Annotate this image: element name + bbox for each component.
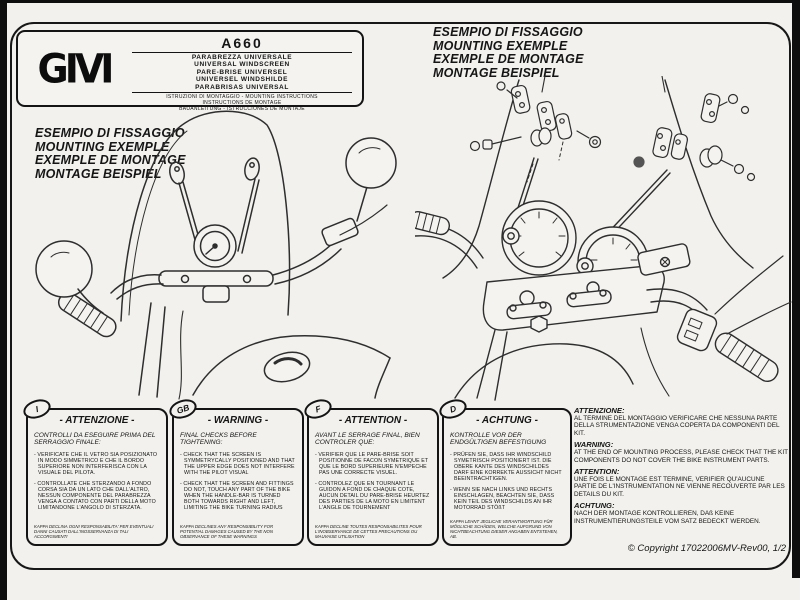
- country-badge-i: I: [21, 396, 53, 422]
- note-text-french: UNE FOIS LE MONTAGE EST TERMINE, VERIFIER QU'AUCUNE PARTIE DE L'INSTRUMENTATION NE VIENNE RECOUVERTE PAR LES DETAILS DU KIT.: [574, 476, 785, 498]
- warning-intro: FINAL CHECKS BEFORE TIGHTENING:: [180, 432, 257, 447]
- warning-item: - CONTROLLATE CHE STERZANDO A FONDO CORSA SIA DA UN LATO CHE DALL'ALTRO, NESSUN COMPONENTE DEL PARABREZZA VENGA A CONTATO CON PARTI DELLA MOTO LIMITANDONE L'ANGOLO DI STERZATA.: [34, 480, 156, 511]
- warning-title: - ATTENTION -: [338, 415, 408, 426]
- heading-line: EXEMPLE DE MONTAGE: [433, 52, 584, 66]
- header-title-block: [130, 32, 362, 112]
- scan-edge-right: [792, 0, 800, 578]
- product-names: [130, 54, 354, 91]
- model-number: A660: [221, 35, 263, 51]
- instruction-line: BAUANLEITUNG - ISTRUCCIONES DE MONTAJE: [179, 105, 305, 112]
- country-badge-f: F: [302, 396, 334, 422]
- note-title-german: ACHTUNG:: [574, 501, 615, 511]
- warning-title: - WARNING -: [207, 415, 269, 426]
- warning-title: - ACHTUNG -: [476, 415, 538, 426]
- heading-line: MOUNTING EXEMPLE: [433, 38, 568, 53]
- note-text-italian: AL TERMINE DEL MONTAGGIO VERIFICARE CHE NESSUNA PARTE DELLA STRUMENTAZIONE VENGA COPERTA DA COMPONENTI DEL KIT.: [574, 415, 780, 437]
- right-illustration-exploded-mounting: [415, 76, 793, 401]
- warning-disclaimer: KAPPA DECLINES ANY RESPONSIBILITY FOR POTENTIAL DAMAGES CAUSED BY THE NON OBSERVANCE OF THESE WARNINGS: [180, 524, 274, 540]
- warning-item: - VERIFICATE CHE IL VETRO SIA POSIZIONATO IN MODO SIMMETRICO E CHE IL BORDO SUPERIORE NON INTERFERISCA CON LA VISUALE DEL PILOTA.: [34, 451, 158, 476]
- warning-item: - CHECK THAT THE SCREEN IS SYMMETRYCALLY POSITIONED AND THAT THE UPPER EDGE DOES NOT INTERFERE WITH THE PILOT VISUAL: [180, 451, 295, 476]
- header-divider: [132, 52, 352, 53]
- heading-line: EXEMPLE DE MONTAGE: [35, 153, 186, 167]
- warning-box-german: [442, 403, 572, 546]
- note-text-english: AT THE END OF MOUNTING PROCESS, PLEASE CHECK THAT THE KIT COMPONENTS DO NOT COVER THE BIKE INSTRUMENT PARTS.: [574, 449, 788, 464]
- product-name-line: PARE-BRISE UNIVERSEL: [196, 68, 288, 76]
- header-box: [16, 30, 364, 112]
- warning-box-italian: [26, 403, 168, 546]
- heading-line: ESEMPIO DI FISSAGGIO: [35, 126, 185, 140]
- warning-box-english: [172, 402, 304, 546]
- country-badge-gb: GB: [167, 396, 199, 422]
- warning-title: - ATTENZIONE -: [59, 415, 135, 426]
- product-name-line: PARABRISAS UNIVERSAL: [195, 83, 289, 91]
- warning-item: - CONTROLEZ QUE EN TOURNANT LE GUIDON A FOND DE CHAQUE COTE, AUCUN DETAIL DU PARE-BRISE HEURTEZ DES PARTIES DE LA MOTO EN LIMITENT L'ANGLE DE TOURNEMENT: [315, 480, 430, 511]
- heading-line: ESEMPIO DI FISSAGGIO: [433, 25, 583, 39]
- warning-items: [180, 452, 297, 511]
- product-name-line: UNIVERSAL WINDSCREEN: [194, 61, 290, 69]
- scan-edge-left: [0, 0, 7, 600]
- mounting-example-heading-right: [433, 26, 584, 80]
- scan-edge-top: [0, 0, 800, 3]
- heading-line: MONTAGE BEISPIEL: [35, 166, 162, 181]
- warning-items: [450, 452, 565, 511]
- warning-item: - WENN SIE NACH LINKS UND RECHTS EINSCHLAGEN, BEACHTEN SIE, DASS KEIN TEIL DES WINDSCHILDS AN IHR MOTORRAD STÖßT: [450, 486, 555, 511]
- warning-item: - VERIFIER QUE LE PARE-BRISE SOIT POSITIONNE DE FACON SYMETRIQUE ET QUE LE BORD SUPERIEURE N'EMPECHE PAS UNE CORRECTE VISUEL.: [315, 451, 429, 476]
- givi-logo: [18, 32, 130, 105]
- product-name-line: PARABREZZA UNIVERSALE: [191, 54, 293, 61]
- copyright-line: © Copyright 17022006MV-Rev00, 1/2: [627, 543, 786, 554]
- warning-items: [315, 452, 432, 511]
- note-title-french: ATTENTION:: [574, 467, 620, 477]
- givi-logo-text: GIVI: [37, 45, 111, 92]
- warning-item: - CHECK THAT THE SCREEN AND FITTINGS DO NOT, TOUCH ANY PART OF THE BIKE WHEN THE HANDLE-BAR IS TURNED BOTH TOWARDS RIGHT AND LEFT, LIMITING THE BIKE TURNING RADIUS: [180, 480, 294, 511]
- note-text-german: NACH DER MONTAGE KONTROLLIEREN, DAß KEINE INSTRUMENTIERUNGSTEILE VOM SATZ BEDECKT WERDEN.: [574, 510, 761, 525]
- note-title-italian: ATTENZIONE:: [574, 406, 625, 415]
- warning-box-french: [307, 403, 439, 546]
- note-title-english: WARNING:: [574, 440, 614, 450]
- instruction-line: INSTRUCTIONS DE MONTAGE: [202, 99, 282, 106]
- final-notes-column: [574, 406, 788, 528]
- heading-line: MOUNTING EXEMPLE: [35, 139, 170, 154]
- warning-item: - PRÜFEN SIE, DASS IHR WINDSCHILD SYMETRISCH POSITIONIERT IST. DIE OBERE KANTE DES WINDSCHILDES DARF EINE KORREKTE AUSSICHT NICHT BEEINTRACHTIGEN.: [450, 451, 562, 482]
- warning-disclaimer: KAPPA LEHNT JEGLICHE VERANTWORTUNG FÜR MÖGLICHE SCHÄDEN, WELCHE AUFGRUND VON NICHTBEACHTUNG DIESER ANGABEN ENTSTEHEN, AB.: [450, 519, 558, 540]
- instruction-line: ISTRUZIONI DI MONTAGGIO - MOUNTING INSTRUCTIONS: [166, 94, 318, 101]
- product-name-line: UNIVERSEL WINDSHILDE: [195, 76, 289, 84]
- warning-intro: CONTROLLI DA ESEGUIRE PRIMA DEL SERRAGGIO FINALE:: [34, 432, 156, 447]
- warning-disclaimer: KAPPA DECLINA OGNI RESPONSABILITA' PER EVENTUALI DANNI CAUSATI DALL'INOSSERVANZA DI TALI ACCORGIMENTI: [34, 524, 154, 540]
- heading-line: MONTAGE BEISPIEL: [433, 65, 560, 80]
- header-divider: [132, 92, 352, 93]
- warning-items: [34, 452, 161, 511]
- warning-disclaimer: KAPPA DECLINE TOUTES RESPONSABILITES POUR L'INOBSERVANCE DE CETTES PRECAUTIONS OU MAUVAISE UTILISATION: [315, 524, 422, 540]
- country-badge-d: D: [437, 396, 469, 422]
- warning-intro: KONTROLLE VOR DER ENDGÜLTIGEN BEFESTIGUNG: [450, 432, 547, 447]
- warning-intro: AVANT LE SERRAGE FINAL, BIEN CONTROLER QUE:: [315, 432, 420, 447]
